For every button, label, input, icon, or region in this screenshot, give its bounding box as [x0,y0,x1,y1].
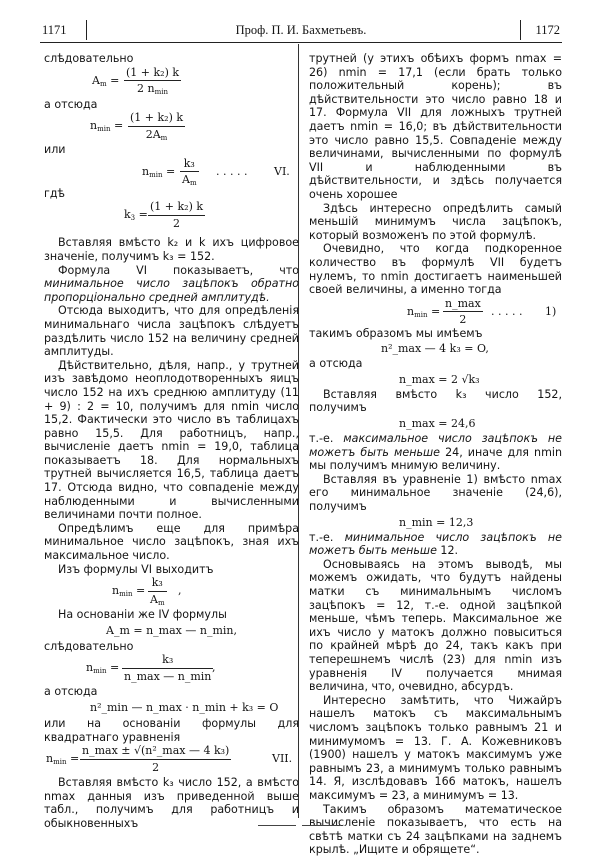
paragraph: Очевидно, что когда подкоренное количество въ формулѣ VII будетъ нулемъ, то nmin достигаетъ наименьшей своей величины, а именно тогда [309,242,562,297]
footer-rule-right [302,825,340,826]
formula-VII: $n_{min}$ = n_max ± √(n²_max — 4 k₃) 2 VII. [46,744,293,774]
equation-tag: 1) [545,304,557,318]
formula-discriminant: n²_max — 4 k₃ = O, [381,342,489,356]
formula-nmin-1: $n_{min}$ = (1 + k₂) k $2A_m$ [44,111,299,143]
page-number-right: 1172 [535,23,560,37]
header-rule [40,42,562,43]
text-line: а отсюда [309,357,363,371]
formula-nmin-3: $n_{min}$ = k₃ n_max — n_min , [86,653,216,683]
paragraph: Формула VI показываетъ, что минимальное число зацѣпокъ обратно пропорціонально средней амплитудѣ. [44,263,299,304]
text-line: такимъ образомъ мы имѣемъ [309,326,483,340]
paragraph: На основаніи же IV формулы [58,608,227,622]
paragraph: т.-е. минимальное число зацѣпокъ не можетъ быть меньше 12. [309,530,562,558]
running-title: Проф. П. И. Бахметьевъ. [235,23,367,37]
equation-tag: VI. [274,164,290,178]
paragraph: Основываясь на этомъ выводѣ, мы можемъ ожидать, что будутъ найдены матки съ минимальнымъ числомъ зацѣпокъ = 12, т.-е. одной зацѣпкой меньше, чѣмъ теперь. Максимальное же ихъ число у матокъ должно повыситься по крайней мѣрѣ до 24, такъ какъ при теперешнемъ числѣ (23) для nmin изъ уравненія IV получается мнимая величина, что, очевидно, абсурдъ. [309,557,562,694]
paragraph: Изъ формулы VI выходитъ [58,562,214,576]
formula-nmin-2: $n_{min}$ = k₃ $A_m$ , [44,576,299,608]
paragraph: Отсюда выходитъ, что для опредѣленія минимальнаго числа зацѣпокъ слѣдуетъ раздѣлить число 152 на величину средней амплитуды. [44,304,299,359]
running-header [42,20,560,40]
paragraph: Вставляя вмѣсто k₃ число 152, а вмѣсто nmax данныя изъ приведенной выше табл., получимъ для работницъ и обыкновенныхъ [44,776,299,830]
formula-quadratic: n²_min — n_max · n_min + k₃ = O [90,701,279,714]
formula-nmax: n_max = 2 √k₃ [399,372,480,386]
right-column [309,52,562,857]
text-line: слѣдовательно [44,639,134,653]
text-line: а отсюда [44,685,98,699]
header-divider-right [520,20,521,40]
formula-1: $n_{min}$ = n_max 2 . . . . . 1) [407,296,557,327]
formula-am: $A_m$ = (1 + k₂) k 2 $n_{min}$ [44,66,299,98]
equation-tag: VII. [272,752,293,766]
formula-k3: $k_3$ = (1 + k₂) k 2 [124,200,204,230]
text-line: или [44,143,66,157]
paragraph: т.-е. максимальное число зацѣпокъ не можетъ быть меньше 24, иначе для nmin мы получимъ мнимую величину. [309,432,562,473]
formula-nmin-value: n_min = 12,3 [399,515,474,529]
text-line: слѣдовательно [44,52,134,65]
paragraph: Вставляя въ уравненіе 1) вмѣсто nmax его минимальное значеніе (24,6), получимъ [309,472,562,514]
paragraph: Опредѣлимъ еще для примѣра минимальное число зацѣпокъ, зная ихъ максимальное число. [44,521,299,563]
paragraph: Вставляя вмѣсто k₃ число 152, получимъ [309,387,562,415]
paragraph: Такимъ образомъ математическое вычисленіе показываетъ, что есть на свѣтѣ матки съ 24 зацѣпками на заднемъ крылѣ. „Ищите и обрящете“. [309,802,562,857]
text-line: гдѣ [44,186,65,200]
paragraph: Интересно замѣтить, что Чижайръ нашелъ матокъ съ максимальнымъ числомъ зацѣпокъ только равнымъ 21 и минимумомъ = 13. Г. А. Кожевниковъ (1900) нашелъ у матокъ максимумъ уже равнымъ 23, а минимумъ только равнымъ 14. Я, изслѣдовавъ 166 матокъ, нашелъ максимумъ = 23, а минимумъ = 13. [309,693,562,802]
footer-rule-left [258,825,296,826]
text-line: а отсюда [44,97,98,111]
paragraph: Здѣсь интересно опредѣлить самый меньшій минимумъ числа зацѣпокъ, который возможенъ по этой формулѣ. [309,201,562,242]
formula-am-diff: A_m = n_max — n_min, [106,623,237,637]
left-column [44,52,299,831]
page-number-left: 1171 [42,23,67,37]
paragraph: Дѣйствительно, дѣля, напр., у трутней изъ завѣдомо неоплодотворенныхъ яицъ число 152 на ихъ среднюю амплитуду (11 + 9) : 2 = 10, получимъ для nmin число 15,2. Фактически это число въ таблицахъ равно 15,5. Для работницъ, напр., вычисленіе даетъ nmin = 19,0, таблица показываетъ 18. Для нормальныхъ трутней вычисляется 16,5, таблица даетъ 17. Отсюда видно, что совпаденіе между наблюденными и вычисленными величинами почти полное. [44,358,299,522]
paragraph: Вставляя вмѣсто k₂ и k ихъ цифровое значеніе, получимъ k₃ = 152. [44,236,299,263]
formula-VI: $n_{min}$ = k₃ $A_m$ . . . . . VI. [44,157,299,187]
paragraph: или на основаніи формулы для квадратнаго уравненія [44,717,299,744]
paragraph: трутней (у этихъ обѣихъ формъ nmax = 26) nmin = 17,1 (если брать только положительный корень); въ дѣйствительности это число равно 18 и 17. Формула VII для ложныхъ трутней даетъ nmin = 16,0; въ дѣйствительности это число равно 15,5. Совпаденіе между величинами, вычисленными по формулѣ VII и наблюденными въ дѣйствительности, и здѣсь получается очень хорошее [309,52,562,201]
formula-nmax-value: n_max = 24,6 [399,417,476,431]
